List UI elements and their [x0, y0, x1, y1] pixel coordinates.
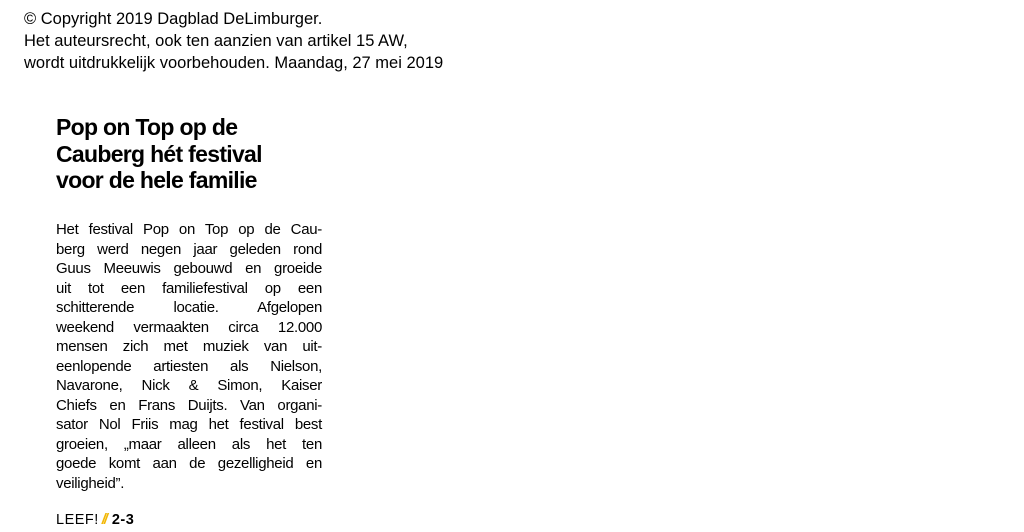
copyright-line: wordt uitdrukkelijk voorbehouden. Maandag, 27 mei 2019 [24, 54, 444, 72]
page-numbers: 2-3 [111, 512, 135, 528]
page-reference [56, 512, 134, 528]
article-body [56, 220, 322, 493]
body-line: Chiefs en Frans Duijts. Van organi- [56, 396, 322, 414]
body-line: veiligheid”. [56, 474, 125, 492]
section-name: LEEF! [56, 512, 99, 528]
copyright-line: © Copyright 2019 Dagblad DeLimburger. [24, 10, 323, 28]
headline-line: Cauberg hét festival [56, 140, 262, 167]
body-line: sator Nol Friis mag het festival best [56, 416, 322, 433]
body-line: weekend vermaakten circa 12.000 [56, 318, 322, 336]
headline-line: voor de hele familie [56, 167, 257, 193]
article-headline [56, 114, 324, 194]
body-line: uit tot een familiefestival op een [56, 279, 322, 297]
copyright-notice [24, 8, 443, 74]
copyright-line: Het auteursrecht, ook ten aanzien van artikel 15 AW, [24, 32, 408, 50]
headline-line: Pop on Top op de [56, 114, 238, 140]
body-line: goede komt aan de gezelligheid en [56, 455, 322, 472]
section-slashes: // [101, 512, 106, 528]
body-line: mensen zich met muziek van uit- [56, 338, 322, 355]
body-line: schitterende locatie. Afgelopen [56, 299, 322, 316]
body-line: Guus Meeuwis gebouwd en groeide [56, 260, 322, 277]
body-line: eenlopende artiesten als Nielson, [56, 357, 322, 375]
body-line: groeien, „maar alleen als het ten [56, 435, 322, 453]
body-line: berg werd negen jaar geleden rond [56, 240, 322, 258]
article [56, 114, 324, 492]
body-line: Navarone, Nick & Simon, Kaiser [56, 377, 322, 394]
body-line: Het festival Pop on Top op de Cau- [56, 221, 322, 238]
